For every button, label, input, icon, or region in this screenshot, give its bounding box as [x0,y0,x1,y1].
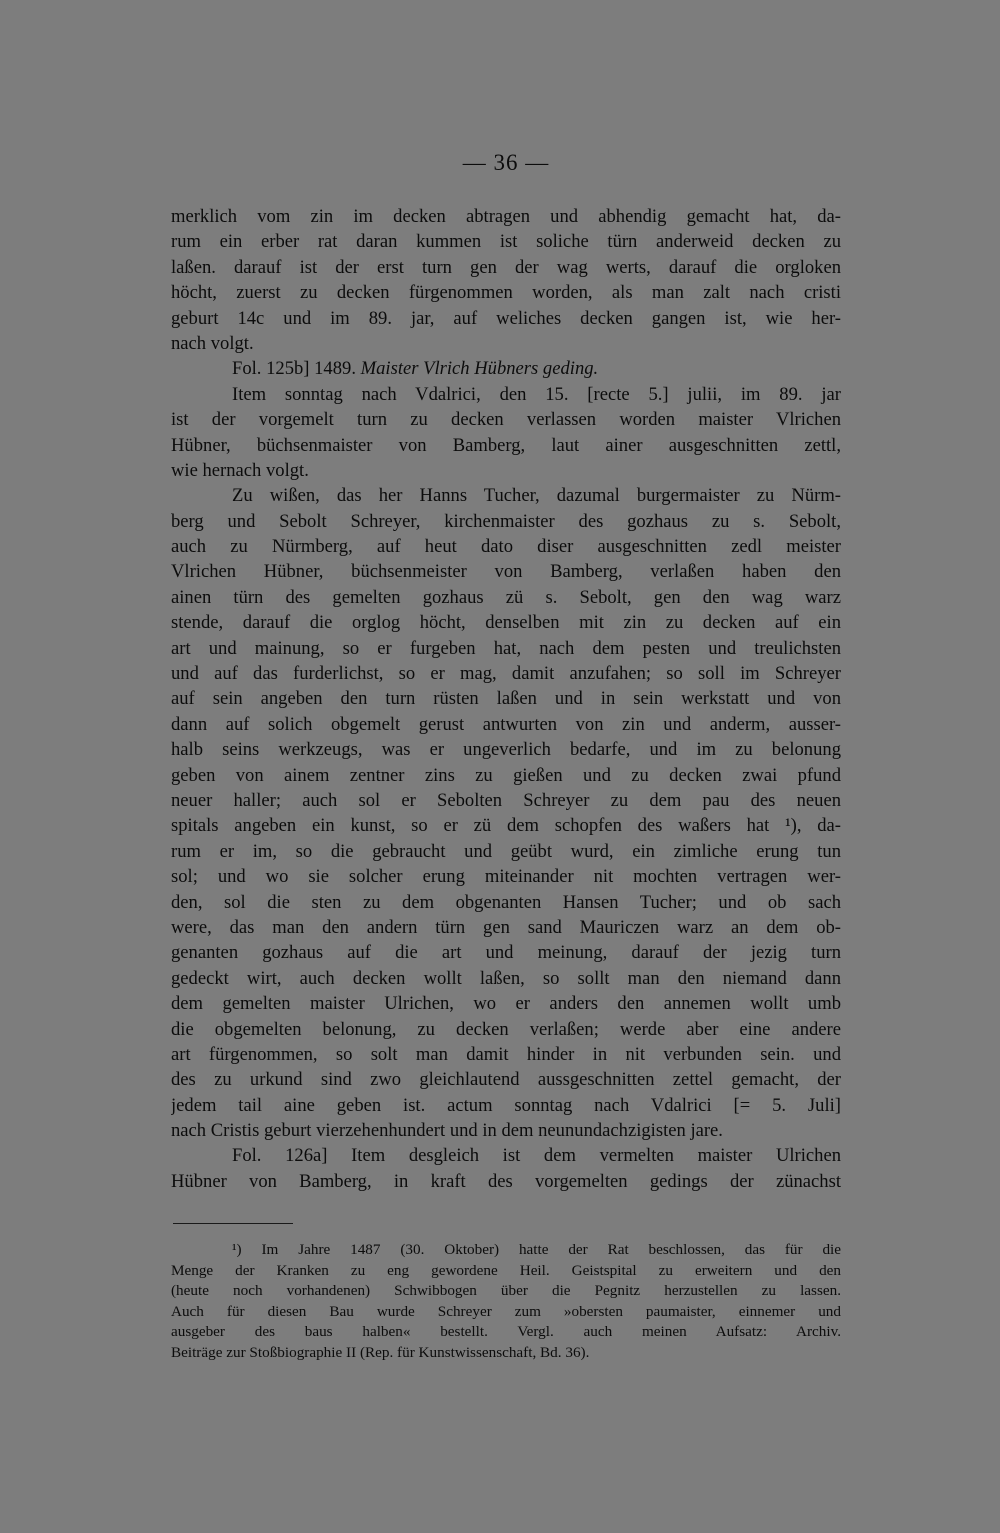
text-line: auch zu Nürmberg, auf heut dato diser ausgeschnitten zedl meister [171,536,841,558]
text-line: wie hernach volgt. [171,459,309,481]
folio-reference: Fol. 125b] 1489. [232,358,361,380]
text-line: spitals angeben ein kunst, so er zü dem schopfen des waßers hat ¹), da- [171,815,841,837]
text-line: neuer haller; auch sol er Sebolten Schreyer zu dem pau des neuen [171,789,841,811]
text-line: stende, darauf die orglog höcht, denselben mit zin zu decken auf ein [171,612,841,634]
text-line: Fol. 126a] Item desgleich ist dem vermelten maister Ulrichen [232,1145,841,1167]
text-line: geburt 14c und im 89. jar, auf weliches decken gangen ist, wie her- [171,307,841,329]
text-line: laßen. darauf ist der erst turn gen der wag werts, darauf die orgloken [171,256,841,278]
text-line: were, das man den andern türn gen sand Mauriczen warz an dem ob- [171,916,841,938]
text-line: rum ein erber rat daran kummen ist soliche türn anderweid decken zu [171,231,841,253]
text-line: ainen türn des gemelten gozhaus zü s. Sebolt, gen den wag warz [171,586,841,608]
footnote-line: ausgeber des baus halben« bestellt. Vergl. auch meinen Aufsatz: Archiv. [171,1323,841,1341]
text-line: auf sein angeben den turn rüsten laßen und in sein werkstatt und von [171,688,841,710]
footnote-line: Menge der Kranken zu eng gewordene Heil. Geistspital zu erweitern und den [171,1261,841,1279]
page-number: — 36 — [462,150,550,175]
text-line: Item sonntag nach Vdalrici, den 15. [recte 5.] julii, im 89. jar [232,383,841,405]
text-line: den, sol die sten zu dem obgenanten Hansen Tucher; und ob sach [171,891,841,913]
text-line: Vlrichen Hübner, büchsenmeister von Bamberg, verlaßen haben den [171,561,841,583]
text-line: Zu wißen, das her Hanns Tucher, dazumal burgermaister zu Nürm- [232,485,841,507]
text-line: merklich vom zin im decken abtragen und abhendig gemacht hat, da- [171,206,841,227]
text-line: die obgemelten belonung, zu decken verlaßen; werde aber eine andere [171,1018,841,1040]
footnotes [171,1240,841,1364]
text-line: Hübner von Bamberg, in kraft des vorgemelten gedings der zünachst [171,1170,841,1192]
text-line: art fürgenommen, so solt man damit hinder in nit verbunden sein. und [171,1043,841,1065]
text-line: rum er im, so die gebraucht und geübt wurd, ein zimliche erung tun [171,840,841,862]
text-line: nach Cristis geburt vierzehenhundert und in dem neunundachzigisten jare. [171,1120,723,1142]
text-line: und auf das furderlichst, so er mag, damit anzufahen; so soll im Schreyer [171,663,841,685]
text-line: des zu urkund sind zwo gleichlautend aussgeschnitten zettel gemacht, der [171,1069,841,1091]
text-line: höcht, zuerst zu decken fürgenommen worden, als man zalt nach cristi [171,282,841,304]
text-line: Hübner, büchsenmaister von Bamberg, laut ainer ausgeschnitten zettl, [171,434,841,456]
footnote-line: (heute noch vorhandenen) Schwibbogen über die Pegnitz herzustellen zu lassen. [171,1282,841,1300]
text-line: genanten gozhaus auf die art und meinung, darauf der jezig turn [171,942,841,964]
text-line [171,356,841,381]
footnote-line: Auch für diesen Bau wurde Schreyer zum »obersten paumaister, einnemer und [171,1302,841,1320]
text-line: geben von ainem zentner zins zu gießen und zu decken zwai pfund [171,764,841,786]
footnote-line: ¹) Im Jahre 1487 (30. Oktober) hatte der Rat beschlossen, das für die [232,1241,841,1258]
text-line: dann auf solich obgemelt gerust antwurten von zin und anderm, ausser- [171,713,841,735]
text-line: sol; und wo sie solcher erung miteinander nit mochten vertragen wer- [171,866,841,888]
text-line: gedeckt wirt, auch decken wollt laßen, so sollt man den niemand dann [171,967,841,989]
text-line: jedem tail aine geben ist. actum sonntag nach Vdalrici [= 5. Juli] [171,1094,841,1116]
text-line: ist der vorgemelt turn zu decken verlassen worden maister Vlrichen [171,409,841,431]
section-heading: Maister Vlrich Hübners geding. [360,358,599,380]
main-text [171,204,841,1194]
text-line: art und mainung, so er furgeben hat, nach dem pesten und treulichsten [171,637,841,659]
text-line: halb seins werkzeugs, was er ungeverlich bedarfe, und im zu belonung [171,739,841,761]
text-line: berg und Sebolt Schreyer, kirchenmaister des gozhaus zu s. Sebolt, [171,510,841,532]
text-line: dem gemelten maister Ulrichen, wo er anders den annemen wollt umb [171,993,841,1015]
footnote-divider [173,1223,293,1224]
text-line: nach volgt. [171,332,254,354]
footnote-line: Beiträge zur Stoßbiographie II (Rep. für Kunstwissenschaft, Bd. 36). [171,1343,590,1361]
